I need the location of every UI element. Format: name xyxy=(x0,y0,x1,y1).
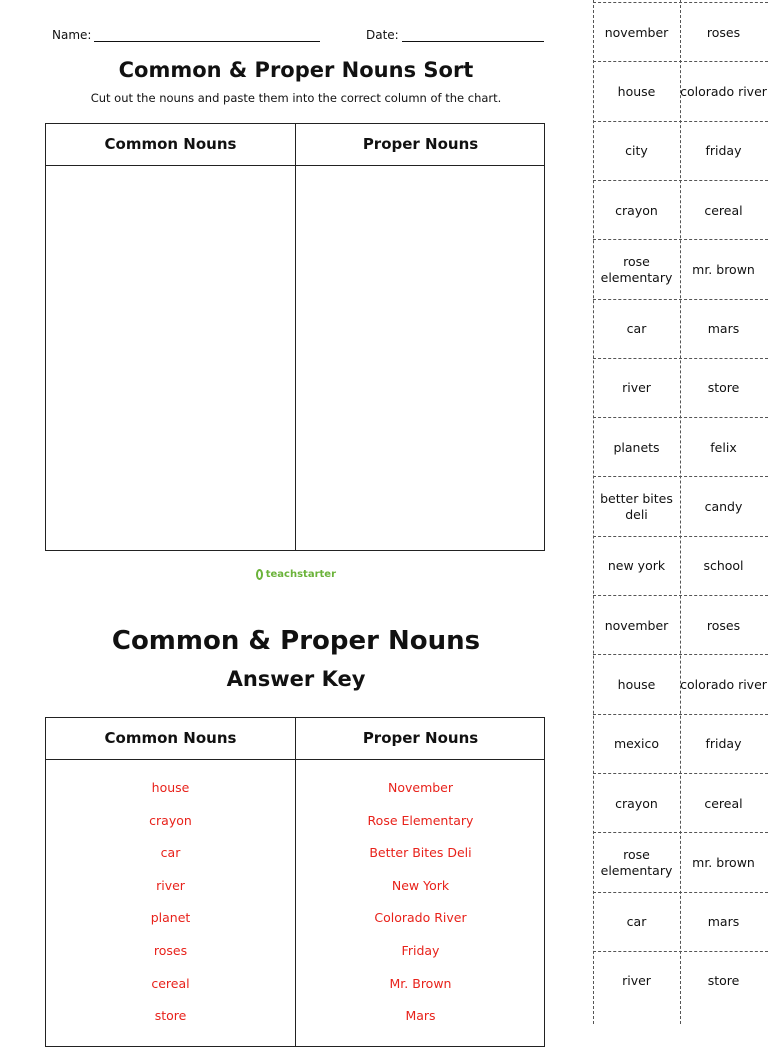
card-row xyxy=(593,595,768,655)
card-row xyxy=(593,654,768,714)
name-line[interactable] xyxy=(94,29,320,42)
common-noun-answer: car xyxy=(160,845,181,861)
common-noun-answer: crayon xyxy=(149,812,192,828)
noun-card[interactable]: colorado river xyxy=(680,676,767,692)
teachstarter-logo xyxy=(256,566,336,582)
proper-noun-answer: Mr. Brown xyxy=(389,975,452,991)
card-row xyxy=(593,358,768,418)
date-line[interactable] xyxy=(402,29,544,42)
noun-card[interactable]: rose elementary xyxy=(600,846,673,878)
noun-card[interactable]: school xyxy=(703,558,744,574)
card-row xyxy=(593,476,768,536)
teachstarter-logo-icon xyxy=(256,569,263,580)
noun-card[interactable]: better bites deli xyxy=(600,491,673,523)
noun-card[interactable]: felix xyxy=(710,439,737,455)
noun-card[interactable]: friday xyxy=(705,736,742,752)
noun-card[interactable]: candy xyxy=(704,499,743,515)
common-noun-answer: river xyxy=(156,877,185,893)
proper-noun-answer: Colorado River xyxy=(374,910,467,926)
common-nouns-header: Common Nouns xyxy=(104,135,237,153)
proper-noun-answer: New York xyxy=(391,877,450,893)
card-row xyxy=(593,714,768,774)
noun-card[interactable]: cereal xyxy=(704,795,743,811)
proper-nouns-header: Proper Nouns xyxy=(362,135,479,153)
common-nouns-list xyxy=(46,778,295,1039)
common-noun-answer: store xyxy=(154,1008,187,1024)
proper-noun-answer: Rose Elementary xyxy=(367,812,474,828)
name-label: Name: xyxy=(52,28,92,42)
common-nouns-header: Common Nouns xyxy=(104,729,237,747)
noun-card[interactable]: planets xyxy=(613,439,660,455)
card-row xyxy=(593,61,768,121)
noun-card[interactable]: car xyxy=(626,321,647,337)
noun-card[interactable]: house xyxy=(617,676,656,692)
noun-card[interactable]: crayon xyxy=(615,795,658,811)
card-row xyxy=(593,417,768,477)
noun-card[interactable]: mexico xyxy=(613,736,660,752)
proper-noun-answer: November xyxy=(387,780,454,795)
card-row xyxy=(593,299,768,359)
noun-card[interactable]: roses xyxy=(706,617,741,633)
noun-card[interactable]: cereal xyxy=(704,202,743,218)
proper-nouns-list xyxy=(296,778,545,1039)
noun-card[interactable]: mars xyxy=(707,321,740,337)
card-row xyxy=(593,832,768,892)
noun-card[interactable]: city xyxy=(625,143,648,159)
noun-cards xyxy=(593,0,768,1024)
noun-card[interactable]: november xyxy=(604,24,669,40)
common-noun-answer: roses xyxy=(153,942,188,958)
worksheet-title: Common & Proper Nouns Sort xyxy=(118,58,474,82)
date-field[interactable] xyxy=(366,28,544,42)
noun-card[interactable]: mars xyxy=(707,914,740,930)
card-row xyxy=(593,892,768,952)
noun-card[interactable]: river xyxy=(622,973,651,989)
column-divider xyxy=(295,124,296,550)
worksheet-instructions: Cut out the nouns and paste them into the correct column of the chart. xyxy=(90,91,502,105)
noun-card[interactable]: store xyxy=(707,380,740,396)
header-fields xyxy=(52,28,546,48)
noun-card[interactable]: mr. brown xyxy=(692,854,755,870)
noun-card[interactable]: mr. brown xyxy=(692,261,755,277)
proper-noun-answer: Friday xyxy=(401,942,440,958)
sort-chart xyxy=(45,123,545,551)
noun-card[interactable]: roses xyxy=(706,24,741,40)
card-row xyxy=(593,951,768,1011)
proper-noun-answer: Better Bites Deli xyxy=(369,845,472,861)
noun-card[interactable]: car xyxy=(626,914,647,930)
noun-card[interactable]: house xyxy=(617,83,656,99)
card-row xyxy=(593,773,768,833)
noun-card[interactable]: new york xyxy=(607,558,666,574)
date-label: Date: xyxy=(366,28,399,42)
card-row xyxy=(593,180,768,240)
proper-nouns-header: Proper Nouns xyxy=(362,729,479,747)
noun-card[interactable]: colorado river xyxy=(680,83,767,99)
card-row xyxy=(593,536,768,596)
common-noun-answer: cereal xyxy=(151,975,190,991)
noun-card[interactable]: store xyxy=(707,973,740,989)
answer-key-chart xyxy=(45,717,545,1047)
name-field[interactable] xyxy=(52,28,320,42)
noun-card[interactable]: crayon xyxy=(615,202,658,218)
common-noun-answer: house xyxy=(151,780,190,795)
noun-card[interactable]: rose elementary xyxy=(600,253,673,285)
card-row xyxy=(593,239,768,299)
card-row xyxy=(593,121,768,181)
answer-key-subtitle: Answer Key xyxy=(226,667,366,691)
answer-key-title: Common & Proper Nouns xyxy=(111,626,481,656)
common-noun-answer: planet xyxy=(150,910,191,926)
noun-card[interactable]: river xyxy=(622,380,651,396)
card-row xyxy=(593,2,768,62)
noun-card[interactable]: friday xyxy=(705,143,742,159)
teachstarter-logo-text: teachstarter xyxy=(265,568,336,580)
noun-card[interactable]: november xyxy=(604,617,669,633)
proper-noun-answer: Mars xyxy=(405,1008,436,1024)
